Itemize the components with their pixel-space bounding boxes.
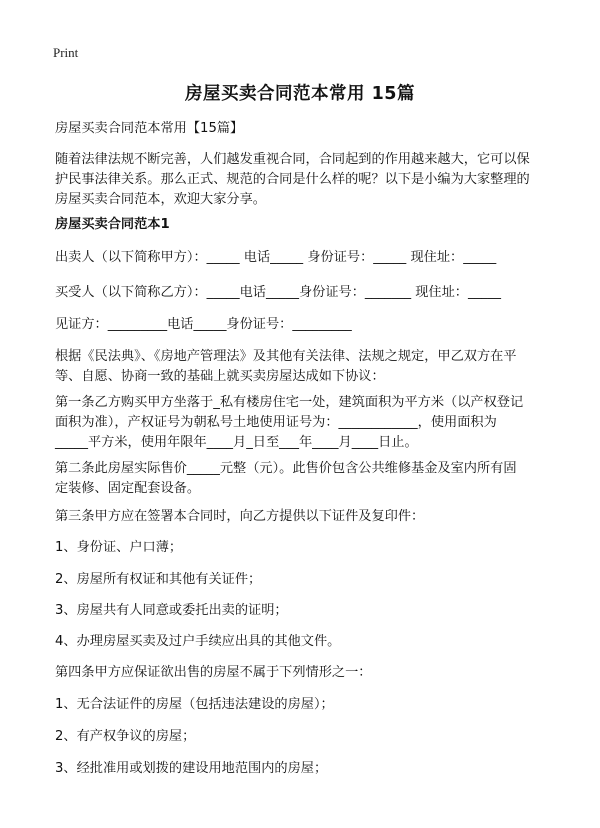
article-3-item: 3、房屋共有人同意或委托出卖的证明； (55, 603, 288, 618)
article-2 (55, 459, 555, 499)
article-4-item: 3、经批准用或划拨的建设用地范围内的房屋； (55, 761, 328, 776)
article-4: 第四条甲方应保证欲出售的房屋不属于下列情形之一： (55, 665, 372, 680)
article-1-line: _____平方米，使用年限年____月_日至___年____月____日止。 (55, 435, 418, 450)
buyer-line: 买受人（以下简称乙方）：_____电话_____身份证号：_______ 现住址：_____ (55, 285, 501, 300)
article-3-item: 2、房屋所有权证和其他有关证件； (55, 572, 262, 587)
intro-line: 房屋买卖合同范本，欢迎大家分享。 (55, 192, 266, 207)
basis-line: 根据《民法典》、《房地产管理法》及其他有关法律、法规之规定，甲乙双方在平 (55, 349, 517, 364)
intro-line: 护民事法律关系。那么正式、规范的合同是什么样的呢？以下是小编为大家整理的 (55, 172, 530, 187)
article-4-item: 2、有产权争议的房屋； (55, 729, 196, 744)
article-3-item: 1、身份证、户口薄； (55, 540, 183, 555)
article-1 (55, 393, 555, 453)
basis-paragraph (55, 347, 555, 387)
print-link[interactable]: Print (53, 45, 79, 60)
intro-line: 随着法律法规不断完善，人们越发重视合同，合同起到的作用越来越大，它可以保 (55, 152, 530, 167)
seller-line: 出卖人（以下简称甲方）：_____ 电话_____ 身份证号：_____ 现住址：_____ (55, 250, 497, 265)
article-1-line: 面积为准），产权证号为朝私号土地使用证号为：____________，使用面积为 (55, 415, 497, 430)
basis-line: 等、自愿、协商一致的基础上就买卖房屋达成如下协议： (55, 369, 385, 384)
intro-heading: 房屋买卖合同范本常用【15篇】 (55, 121, 244, 136)
article-1-line: 第一条乙方购买甲方坐落于_私有楼房住宅一处，建筑面积为平方米（以产权登记 (55, 395, 524, 410)
intro-paragraph (55, 150, 555, 210)
article-3: 第三条甲方应在签署本合同时，向乙方提供以下证件及复印件： (55, 509, 425, 524)
witness-line: 见证方：_________电话_____身份证号：_________ (55, 317, 352, 332)
article-2-line: 定装修、固定配套设备。 (55, 481, 201, 496)
article-2-line: 第二条此房屋实际售价_____元整（元）。此售价包含公共维修基金及室内所有固 (55, 461, 517, 476)
article-3-item: 4、办理房屋买卖及过户手续应出具的其他文件。 (55, 634, 341, 649)
article-4-item: 1、无合法证件的房屋（包括违法建设的房屋）； (55, 697, 334, 712)
document-title: 房屋买卖合同范本常用 15篇 (185, 84, 415, 104)
section-heading: 房屋买卖合同范本1 (55, 217, 170, 232)
